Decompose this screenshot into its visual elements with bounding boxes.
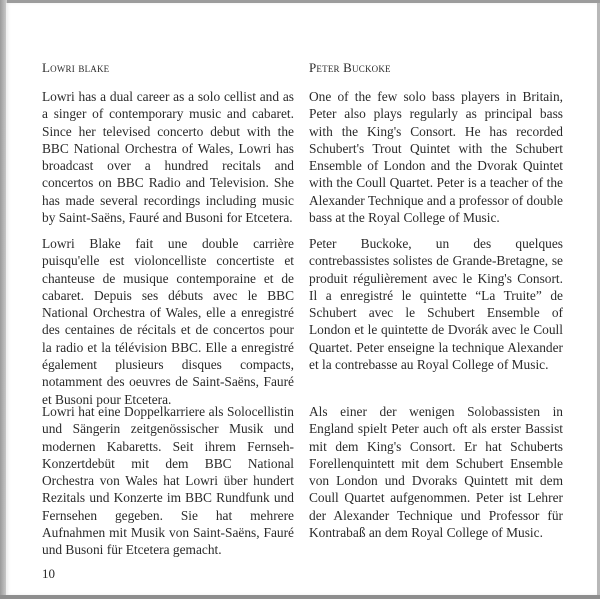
paragraph-german: Als einer der wenigen Solobassisten in England spielt Peter auch oft als erster Bassist mit dem King's Consort. Er hat Schuberts Forellenquintett mit dem Schubert Ensemble von London und Dvoraks Quintett mit dem Coull Quartet aufgenommen. Peter ist Lehrer der Alexander Technique und Professor für Kontrabaß an dem Royal College of Music.	[309, 404, 563, 541]
section-heading: Peter Buckoke	[309, 60, 391, 75]
paragraph-german: Lowri hat eine Doppelkarriere als Solocellistin und Sängerin zeitgenössischer Musik und modernen Kabaretts. Seit ihrem Fernseh-Konzertdebüt mit dem BBC National Orchestra von Wales hat Lowri über hundert Rezitals und Konzerte im BBC Rundfunk und Fernsehen gegeben. Sie hat mehrere Aufnahmen mit Musik von Saint-Saëns, Fauré und Busoni für Etcetera gemacht.	[42, 404, 294, 558]
paragraph-english: Lowri has a dual career as a solo cellist and as a singer of contemporary music and cabaret. Since her televised concerto debut with the BBC National Orchestra of Wales, Lowri has broadcast over a hundred recitals and concertos on BBC Radio and Television. She has made several recordings including music by Saint-Saëns, Fauré and Busoni for Etcetera.	[42, 89, 294, 226]
paragraph-french: Lowri Blake fait une double carrière puisqu'elle est violoncelliste concertiste et chanteuse de musique contemporaine et de cabaret. Depuis ses débuts avec le BBC National Orchestra of Wales, elle a enregistré des centaines de récitals et de concertos pour la radio et la télévision BBC. Elle a enregistré également plusieurs disques compacts, notamment des oeuvres de Saint-Saëns, Fauré et Busoni pour Etcetera.	[42, 236, 294, 407]
booklet-page	[6, 3, 597, 595]
page-number: 10	[42, 566, 55, 581]
scan-border-bottom	[0, 595, 600, 599]
paragraph-french: Peter Buckoke, un des quelques contrebassistes solistes de Grande-Bretagne, se produit régulièrement avec le King's Consort. Il a enregistré le quintette “La Truite” de Schubert avec le Schubert Ensemble of London et le quintette de Dvorák avec le Coull Quartet. Peter enseigne la technique Alexander et la contrebasse au Royal College of Music.	[309, 236, 563, 373]
section-heading: Lowri blake	[42, 60, 110, 75]
paragraph-english: One of the few solo bass players in Britain, Peter also plays regularly as principal bass with the King's Consort. He has recorded Schubert's Trout Quintet with the Schubert Ensemble of London and the Dvorak Quintet with the Coull Quartet. Peter is a teacher of the Alexander Technique and a professor of double bass at the Royal College of Music.	[309, 89, 563, 226]
